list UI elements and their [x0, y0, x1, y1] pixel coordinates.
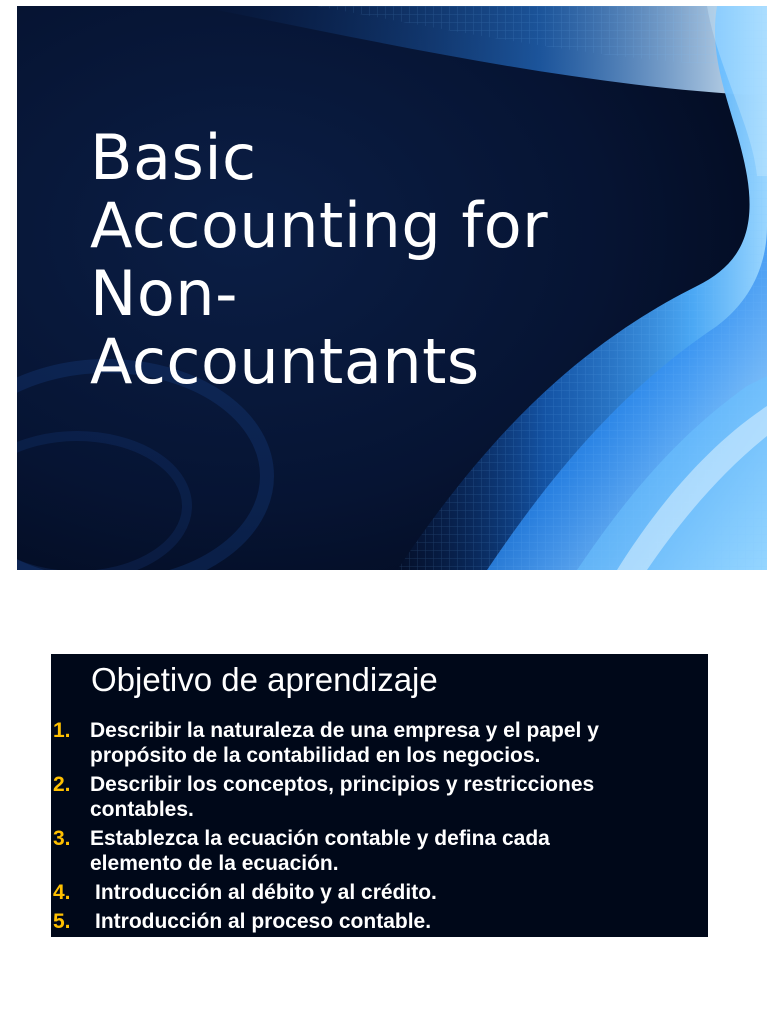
objectives-heading: Objetivo de aprendizaje [91, 661, 438, 698]
objectives-slide [51, 654, 708, 937]
item-number: 4. [53, 881, 71, 904]
item-text-line: Describir los conceptos, principios y restricciones [90, 773, 595, 796]
title-line: Basic [90, 121, 257, 194]
list-item [51, 772, 708, 822]
item-text-line: Describir la naturaleza de una empresa y el papel y [90, 719, 599, 742]
item-number: 5. [53, 910, 71, 933]
objectives-list [51, 718, 708, 937]
list-item [51, 826, 708, 876]
item-number: 3. [53, 827, 71, 850]
title-line: Accounting for [90, 189, 549, 262]
list-item [51, 909, 708, 934]
presentation-title [90, 121, 650, 398]
item-text-line: elemento de la ecuación. [90, 852, 339, 875]
item-text-line: contables. [90, 798, 194, 821]
list-item [51, 718, 708, 768]
item-number: 1. [53, 719, 71, 742]
title-line: Non- [90, 257, 238, 330]
item-text-line: propósito de la contabilidad en los negocios. [90, 744, 541, 767]
title-line: Accountants [90, 325, 480, 398]
item-text-line: Establezca la ecuación contable y defina cada [90, 827, 550, 850]
title-slide [17, 6, 767, 570]
item-text-line: Introducción al proceso contable. [95, 910, 432, 933]
item-text-line: Introducción al débito y al crédito. [95, 881, 437, 904]
list-item [51, 880, 708, 905]
item-number: 2. [53, 773, 71, 796]
